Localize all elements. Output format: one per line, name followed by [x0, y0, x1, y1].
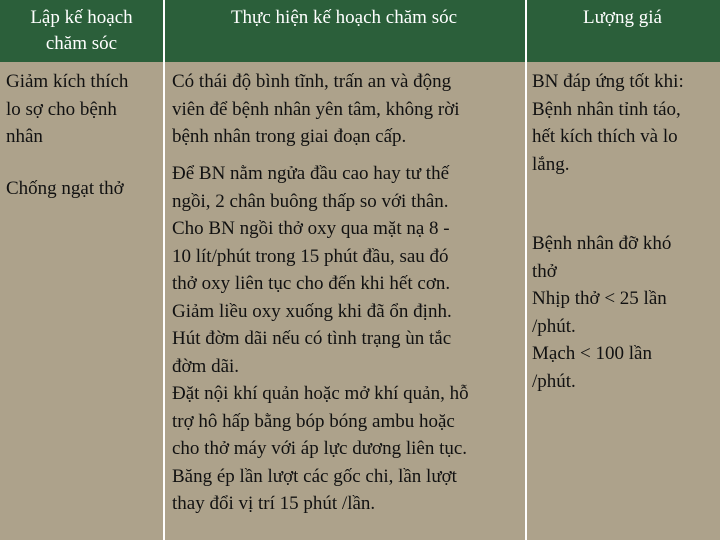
header-implementation: Thực hiện kế hoạch chăm sóc — [230, 7, 458, 28]
row2-evaluation: Bệnh nhân đỡ khó thở Nhịp thở < 25 lần /phút. Mạch < 100 lần /phút. — [532, 233, 672, 392]
row1-evaluation: BN đáp ứng tốt khi: Bệnh nhân tỉnh táo, hết kích thích và lo lắng. — [532, 71, 684, 175]
header-plan: Lập kế hoạch chăm sóc — [30, 7, 133, 54]
table-header — [0, 0, 720, 62]
row1-implementation: Có thái độ bình tĩnh, trấn an và động viên để bệnh nhân yên tâm, không rời bệnh nhân trong giai đoạn cấp. — [172, 71, 460, 147]
column-divider — [163, 0, 165, 540]
header-evaluation: Lượng giá — [583, 7, 662, 28]
row1-plan: Giảm kích thích lo sợ cho bệnh nhân — [6, 71, 129, 147]
row2-implementation: Để BN nằm ngửa đầu cao hay tư thế ngồi, 2 chân buông thấp so với thân. Cho BN ngồi thở oxy qua mặt nạ 8 - 10 lít/phút trong 15 phút đầu, sau đó thở oxy liên tục cho đến khi hết cơn. Giảm liều oxy xuống khi đã ổn định. Hút đờm dãi nếu có tình trạng ùn tắc đờm dãi. Đặt nội khí quản hoặc mở khí quản, hỗ trợ hô hấp bằng bóp bóng ambu hoặc cho thở máy với áp lực dương liên tục. Băng ép lần lượt các gốc chi, lần lượt thay đổi vị trí 15 phút /lần. — [172, 163, 469, 514]
row2-plan: Chống ngạt thở — [6, 178, 124, 199]
column-divider — [525, 0, 527, 540]
